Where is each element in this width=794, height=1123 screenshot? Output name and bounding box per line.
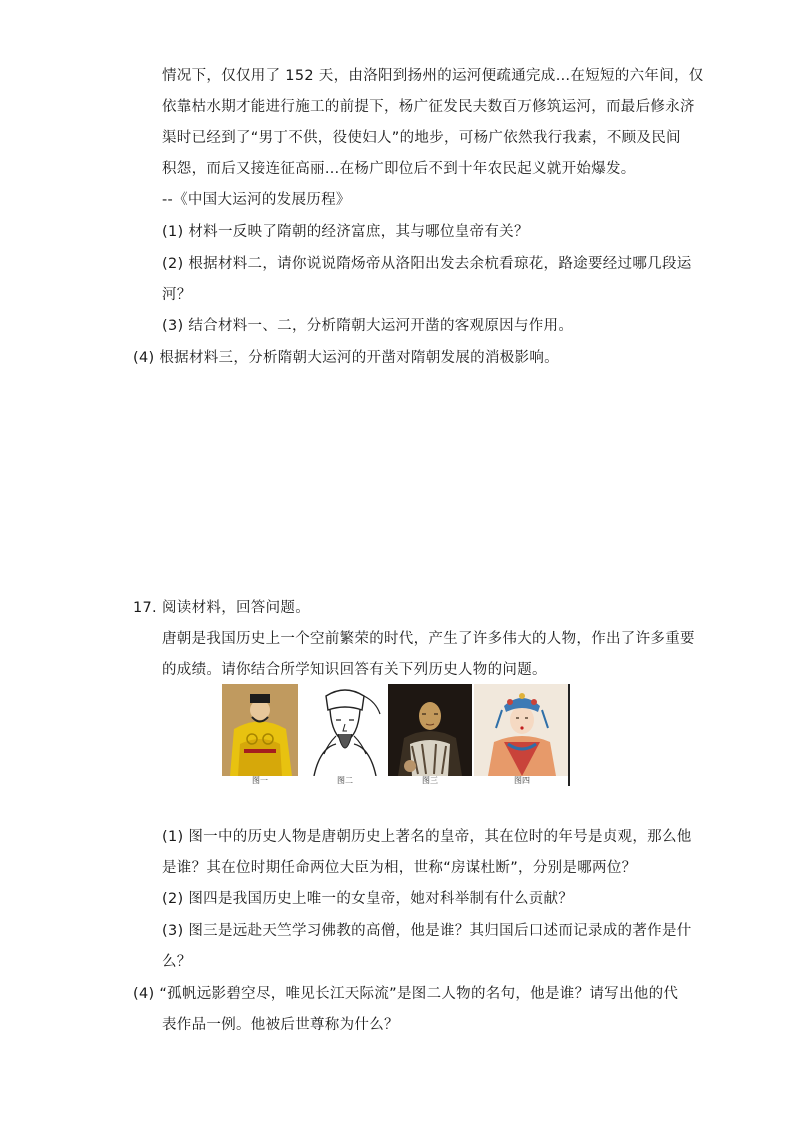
q16-question-2: (2) 根据材料二，请你说说隋炀帝从洛阳出发去余杭看琼花，路途要经过哪几段运	[162, 256, 692, 272]
figure-4-caption: 图四	[514, 776, 530, 785]
figure-1-caption: 图一	[252, 776, 268, 785]
q17-number: 17.	[133, 600, 157, 616]
figure-4-portrait	[474, 684, 570, 776]
q17-intro-cont: 的成绩。请你结合所学知识回答有关下列历史人物的问题。	[162, 662, 547, 678]
q17-question-3: (3) 图三是远赴天竺学习佛教的高僧，他是谁？其归国后口述而记录成的著作是什	[162, 923, 692, 939]
q17-question-3-cont: 么？	[162, 954, 192, 970]
figure-2-caption: 图二	[337, 776, 353, 785]
q17-question-1: (1) 图一中的历史人物是唐朝历史上著名的皇帝，其在位时的年号是贞观，那么他	[162, 829, 692, 845]
q17-intro: 唐朝是我国历史上一个空前繁荣的时代，产生了许多伟大的人物，作出了许多重要	[162, 631, 695, 647]
figure-1-portrait	[222, 684, 298, 776]
figure-3-portrait	[388, 684, 472, 776]
q17-question-1-cont: 是谁？其在位时期任命两位大臣为相，世称“房谋杜断”，分别是哪两位？	[162, 860, 637, 876]
figure-border	[568, 684, 570, 786]
q16-question-4: (4) 根据材料三，分析隋朝大运河的开凿对隋朝发展的消极影响。	[133, 350, 559, 366]
q17-question-2: (2) 图四是我国历史上唯一的女皇帝，她对科举制有什么贡献？	[162, 891, 574, 907]
q16-question-1: (1) 材料一反映了隋朝的经济富庶，其与哪位皇帝有关？	[162, 224, 529, 240]
portrait-figures	[222, 684, 570, 787]
q16-question-2-cont: 河？	[162, 287, 192, 303]
material-three-line: 依靠枯水期才能进行施工的前提下，杨广征发民夫数百万修筑运河，而最后修永济	[162, 99, 695, 115]
material-three-line: 积怨，而后又接连征高丽…在杨广即位后不到十年农民起义就开始爆发。	[162, 161, 636, 177]
figure-3-caption: 图三	[422, 776, 438, 785]
q17-question-4-cont: 表作品一例。他被后世尊称为什么？	[162, 1017, 399, 1033]
q16-question-3: (3) 结合材料一、二，分析隋朝大运河开凿的客观原因与作用。	[162, 318, 574, 334]
material-three-line: 情况下，仅仅用了 152 天，由洛阳到扬州的运河便疏通完成…在短短的六年间，仅	[162, 68, 704, 84]
figure-2-portrait	[306, 684, 384, 776]
q17-prompt: 阅读材料，回答问题。	[162, 600, 310, 616]
material-three-line: 渠时已经到了“男丁不供，役使妇人”的地步，可杨广依然我行我素，不顾及民间	[162, 130, 681, 146]
q17-question-4: (4) “孤帆远影碧空尽，唯见长江天际流”是图二人物的名句，他是谁？请写出他的代	[133, 986, 679, 1002]
material-source: --《中国大运河的发展历程》	[162, 192, 351, 208]
